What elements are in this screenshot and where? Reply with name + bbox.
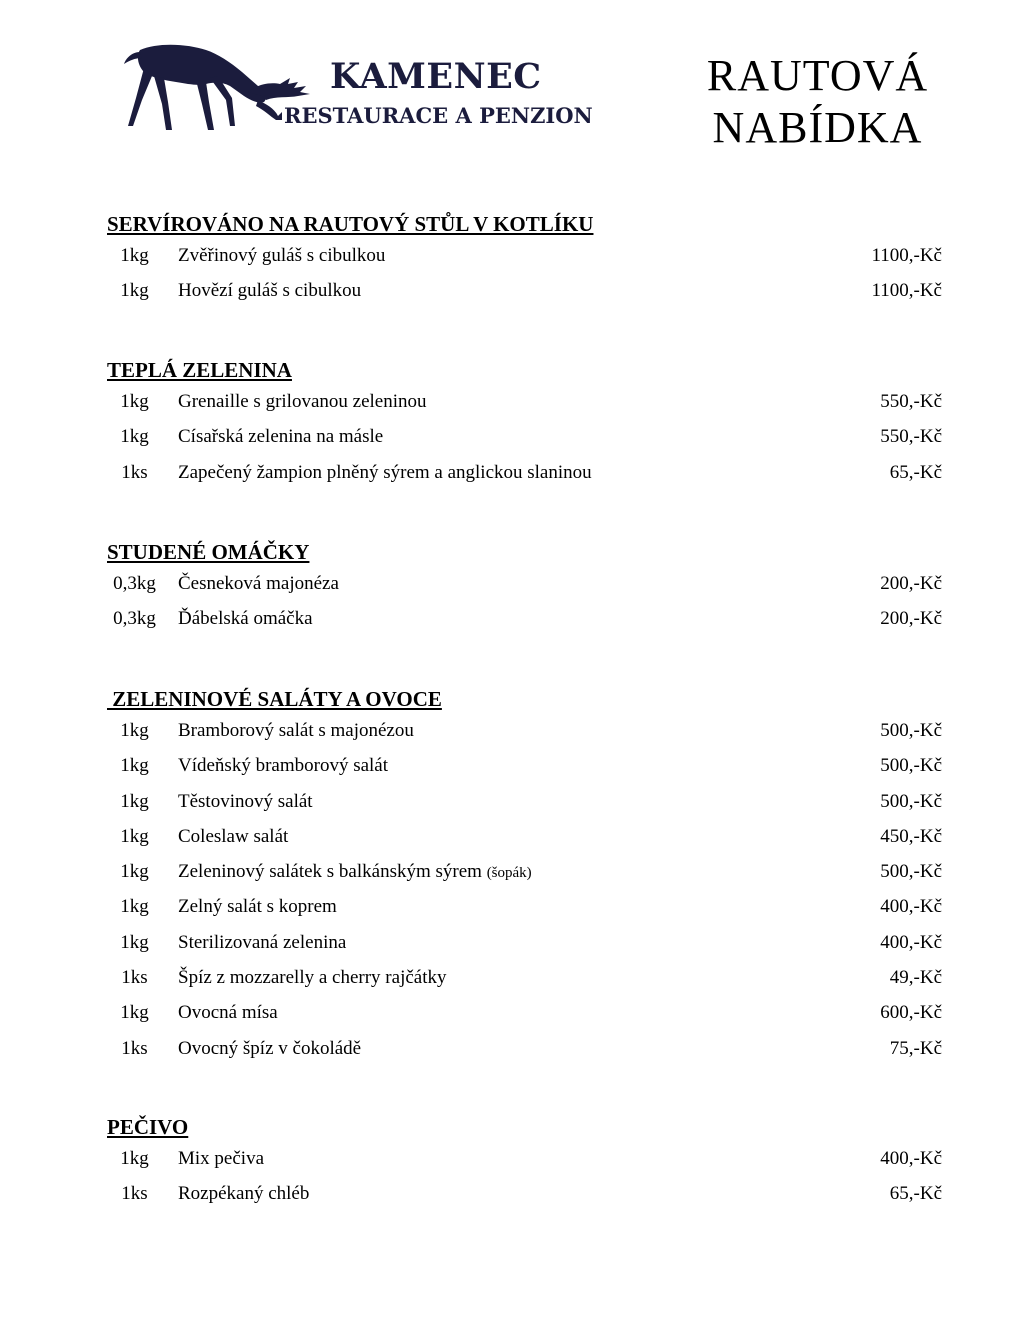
menu-item — [107, 1001, 957, 1036]
menu-item — [107, 895, 957, 930]
item-name: Bramborový salát s majonézou — [178, 720, 414, 741]
section-pecivo — [107, 1112, 957, 1218]
item-quantity: 1kg — [120, 755, 149, 777]
section-studene-omacky — [107, 537, 957, 643]
item-quantity: 0,3kg — [113, 573, 156, 594]
menu-item — [107, 754, 957, 789]
item-quantity: 1kg — [120, 1002, 149, 1024]
item-quantity: 1ks — [121, 1183, 148, 1205]
menu-item — [107, 966, 957, 1001]
item-quantity: 1kg — [120, 790, 149, 812]
item-quantity: 1ks — [121, 1037, 148, 1059]
menu-item — [107, 572, 957, 607]
section-heading: ZELENINOVÉ SALÁTY A OVOCE — [107, 687, 442, 711]
item-price: 450,-Kč — [880, 825, 942, 847]
item-price: 400,-Kč — [880, 896, 942, 918]
item-price: 550,-Kč — [880, 391, 942, 412]
menu-item — [107, 244, 957, 279]
menu-item — [107, 1147, 957, 1182]
item-quantity: 1kg — [120, 426, 149, 448]
item-price: 65,-Kč — [889, 461, 942, 483]
menu-item — [107, 825, 957, 860]
section-tepla-zelenina — [107, 355, 957, 496]
item-price: 1100,-Kč — [871, 280, 942, 302]
item-name: Zelný salát s koprem — [178, 896, 337, 918]
item-name — [178, 860, 532, 885]
item-name: Vídeňský bramborový salát — [178, 755, 389, 777]
menu-item — [107, 860, 957, 895]
menu-item — [107, 931, 957, 966]
item-name: Hovězí guláš s cibulkou — [178, 280, 362, 302]
menu-item — [107, 279, 957, 314]
item-name: Coleslaw salát — [178, 825, 289, 847]
item-name: Císařská zelenina na másle — [178, 426, 384, 448]
item-price: 65,-Kč — [889, 1183, 942, 1205]
item-name: Zapečený žampion plněný sýrem a anglickou slaninou — [178, 461, 592, 483]
section-salaty-ovoce — [107, 684, 957, 1072]
item-name: Zvěřinový guláš s cibulkou — [178, 245, 386, 266]
item-quantity: 1kg — [120, 245, 149, 266]
item-price: 600,-Kč — [880, 1002, 942, 1024]
item-quantity: 1kg — [120, 896, 149, 918]
item-price: 400,-Kč — [880, 931, 942, 953]
menu-item — [107, 390, 957, 425]
brand-subtitle: RESTAURACE A PENZION — [284, 103, 593, 128]
section-kotlik — [107, 209, 957, 315]
kamenec-logo — [118, 38, 593, 138]
item-price: 49,-Kč — [889, 967, 942, 989]
section-heading: PEČIVO — [107, 1115, 189, 1139]
section-heading: STUDENÉ OMÁČKY — [107, 540, 310, 564]
item-quantity: 1kg — [120, 1148, 149, 1169]
item-price: 200,-Kč — [880, 608, 942, 630]
item-quantity: 1ks — [121, 461, 148, 483]
item-name: Těstovinový salát — [178, 790, 313, 812]
item-name-text: Zeleninový salátek s balkánským sýrem — [178, 861, 482, 883]
item-quantity: 1kg — [120, 825, 149, 847]
item-price: 200,-Kč — [880, 573, 942, 594]
title-line-2: NABÍDKA — [712, 103, 923, 152]
item-price: 500,-Kč — [880, 790, 942, 812]
item-quantity: 1kg — [120, 280, 149, 302]
title-line-1: RAUTOVÁ — [706, 51, 929, 100]
item-price: 500,-Kč — [880, 861, 942, 883]
item-name: Grenaille s grilovanou zeleninou — [178, 391, 427, 412]
item-price: 500,-Kč — [880, 720, 942, 741]
item-quantity: 1kg — [120, 720, 149, 741]
brand-name: KAMENEC — [330, 56, 542, 97]
item-price: 400,-Kč — [880, 1148, 942, 1169]
item-price: 500,-Kč — [880, 755, 942, 777]
menu-item — [107, 425, 957, 460]
item-name: Mix pečiva — [178, 1148, 265, 1169]
item-quantity: 1kg — [120, 931, 149, 953]
item-note: (šopák) — [486, 865, 532, 882]
menu-item — [107, 790, 957, 825]
menu-item — [107, 461, 957, 496]
section-heading: SERVÍROVÁNO NA RAUTOVÝ STŮL V KOTLÍKU — [107, 212, 594, 236]
item-quantity: 1kg — [120, 861, 149, 883]
item-price: 75,-Kč — [889, 1037, 942, 1059]
item-name: Sterilizovaná zelenina — [178, 931, 347, 953]
menu-item — [107, 1182, 957, 1217]
item-quantity: 1kg — [120, 391, 149, 412]
item-quantity: 1ks — [121, 967, 148, 989]
item-name: Ďábelská omáčka — [178, 608, 313, 630]
item-quantity: 0,3kg — [113, 608, 156, 630]
item-name: Špíz z mozzarelly a cherry rajčátky — [178, 967, 447, 989]
document-title — [700, 50, 935, 154]
item-price: 550,-Kč — [880, 426, 942, 448]
item-name: Ovocná mísa — [178, 1002, 278, 1024]
item-name: Rozpékaný chléb — [178, 1183, 310, 1205]
menu-item — [107, 1037, 957, 1072]
menu-item — [107, 719, 957, 754]
menu-item — [107, 607, 957, 642]
item-name: Ovocný špíz v čokoládě — [178, 1037, 362, 1059]
section-heading: TEPLÁ ZELENINA — [107, 358, 292, 382]
item-name: Česneková majonéza — [178, 573, 339, 594]
item-price: 1100,-Kč — [871, 245, 942, 266]
